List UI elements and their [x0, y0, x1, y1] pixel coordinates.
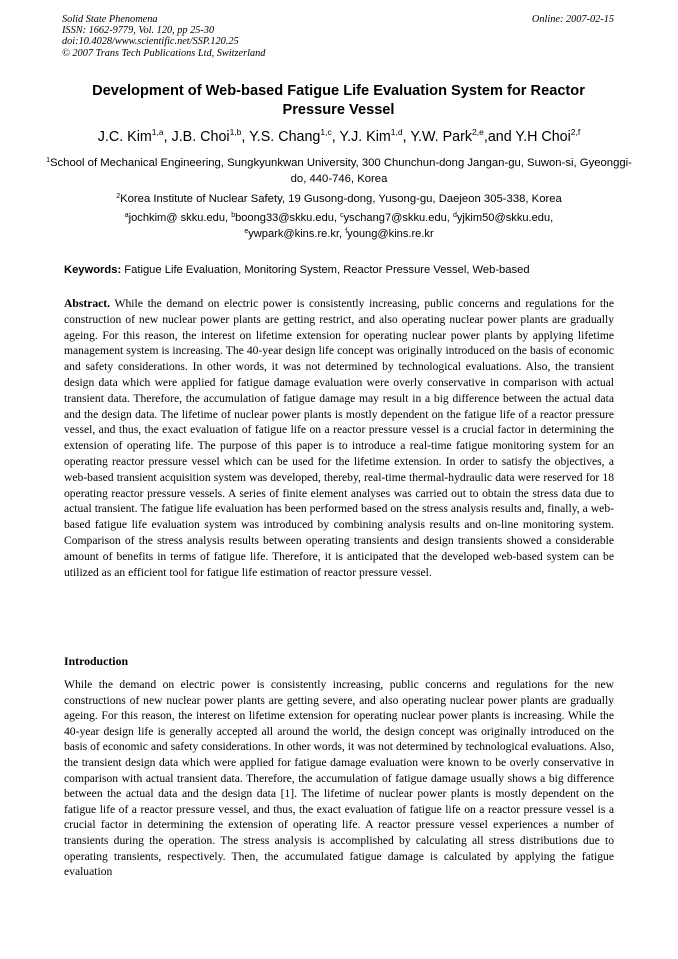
author-sep: , — [163, 129, 172, 145]
email-address[interactable]: boong33@skku.edu, — [235, 212, 341, 224]
section-heading-introduction: Introduction — [64, 654, 129, 668]
email-sup: e — [244, 227, 249, 235]
author — [249, 129, 339, 145]
affiliation-text: Korea Institute of Nuclear Safety, 19 Gusong-dong, Yusong-gu, Daejeon 305-338, Korea — [120, 193, 562, 205]
email-sup: f — [345, 227, 348, 235]
email-address[interactable]: yjkim50@skku.edu, — [456, 212, 554, 224]
author-sup: 1,d — [390, 127, 403, 137]
author-sep: , — [241, 129, 250, 145]
author-sup: 1,a — [151, 127, 164, 137]
affiliation-sup: 1 — [46, 157, 50, 164]
email-sup: c — [340, 212, 344, 219]
author-name: and Y.H Choi — [487, 129, 571, 145]
author-sup: 1,c — [320, 127, 332, 137]
email-address[interactable]: yschang7@skku.edu, — [343, 212, 453, 224]
author — [410, 129, 488, 145]
email-sup: d — [452, 212, 457, 219]
keywords-label: Keywords: — [64, 264, 122, 276]
keywords-text: Fatigue Life Evaluation, Monitoring System, Reactor Pressure Vessel, Web-based — [121, 264, 530, 276]
author-sep: , — [402, 129, 411, 145]
author — [172, 129, 250, 145]
abstract-text: While the demand on electric power is consistently increasing, public concerns and regulations for the construction of new nuclear power plants are getting restrict, and also operating nuclear power plants are gradually ageing. For this reason, the interest on lifetime extension for operating nuclear power plants by applying lifetime management system is increasing. The 40-year design life concept was originally introduced on the basis of economic and safety considerations. In other words, it was not determined by technological evaluations. Also, the transient design data which were applied for fatigue damage evaluation were overly conservative in comparison with actual transient data. Therefore, the accumulation of fatigue damage may result in a big difference between the actual data and the design data. The lifetime of nuclear power plants is mostly dependent on the fatigue life of a reactor pressure vessel, and thus, the exact evaluation of fatigue life on a reactor pressure vessel is a crucial factor in determining the extension of operating life. The purpose of this paper is to introduce a real-time fatigue monitoring system for an operating reactor pressure vessel which can be used for the lifetime extension. In order to satisfy the objectives, a web-based transient acquisition system was developed, thereby, real-time thermal-hydraulic data were reserved for 18 operating reactor pressure vessels. A series of finite element analyses was carried out to obtain the stress data due to actual transient. The fatigue life evaluation has been performed based on the stress analysis results and, finally, a web-based fatigue life evaluation system was introduced by combining analysis results and on-line monitoring system. Comparison of the stress analysis results between operating transients and design transients showed a considerable amount of benefits in terms of fatigue life. Therefore, it is anticipated that the developed web-based system can be utilized as an efficient tool for fatigue life estimation of reactor pressure vessel. — [64, 297, 614, 579]
email-list — [40, 211, 638, 242]
author — [339, 129, 410, 145]
author-name: J.B. Choi — [171, 129, 230, 145]
email-line — [40, 211, 638, 227]
journal-header — [62, 14, 422, 59]
author — [488, 129, 580, 145]
author-sup: 2,e — [472, 127, 484, 137]
keywords — [64, 263, 624, 278]
author-sep: , — [483, 129, 488, 145]
journal-doi: doi:10.4028/www.scientific.net/SSP.120.25 — [62, 36, 239, 48]
affiliation-1 — [40, 156, 638, 187]
email-address[interactable]: ywpark@kins.re.kr, — [248, 227, 346, 240]
abstract — [64, 296, 614, 580]
email-address[interactable]: jochkim@ skku.edu, — [128, 212, 232, 224]
journal-issn: ISSN: 1662-9779, Vol. 120, pp 25-30 — [62, 25, 215, 37]
online-date: Online: 2007-02-15 — [531, 14, 614, 25]
author-name: J.C. Kim — [97, 129, 152, 145]
email-sup: a — [124, 212, 129, 219]
author-sup: 2,f — [570, 127, 581, 137]
author-sup: 1,b — [229, 127, 242, 137]
journal-copyright: © 2007 Trans Tech Publications Ltd, Switzerland — [62, 47, 266, 59]
author-name: Y.W. Park — [410, 129, 473, 145]
author-list — [40, 128, 638, 146]
affiliation-sup: 2 — [116, 193, 121, 200]
author-name: Y.J. Kim — [339, 129, 391, 145]
author-name: Y.S. Chang — [249, 129, 321, 145]
affiliation-2 — [40, 192, 638, 208]
paper-title: Development of Web-based Fatigue Life Evaluation System for Reactor Pressure Vessel — [92, 83, 585, 118]
author — [98, 129, 172, 145]
author-sep: , — [331, 129, 340, 145]
email-address[interactable]: young@kins.re.kr — [347, 227, 434, 240]
affiliation-text: School of Mechanical Engineering, Sungkyunkwan University, 300 Chunchun-dong Jangan-gu, Suwon-si, Gyeonggi-do, 440-746, Korea — [49, 157, 632, 185]
abstract-label: Abstract. — [64, 297, 111, 310]
journal-name: Solid State Phenomena — [62, 14, 158, 25]
email-sup: b — [231, 212, 236, 219]
introduction-body: While the demand on electric power is consistently increasing, public concerns and regulations for the new constructions of new nuclear power plants are getting severe, and also operating nuclear power plants are gradually ageing. For this reason, the interest on lifetime extension for operating nuclear power plants is increasing. While the 40-year design life is generally accepted all around the world, the design concept was originally introduced on the basis of economic and safety considerations. In other words, it was not determined by technological evaluations. Also, the transient design data which were applied for fatigue damage evaluation were known to be overly conservative in comparison with actual transient data. Therefore, the accumulation of fatigue damage usually shows a big difference between the actual data and the design data [1]. The lifetime of nuclear power plants is mostly dependent on the fatigue life of a reactor pressure vessel, and thus, the exact evaluation of fatigue life on a reactor pressure vessel is a crucial factor in determining the extension of operating life. A reactor pressure vessel experiences a number of transients during the operation. The stress analysis is accomplished by calculating all stress distributions due to operating transients, respectively. Then, the accumulated fatigue damage is calculated by applying the fatigue evaluation — [64, 678, 614, 879]
email-line — [40, 227, 638, 243]
